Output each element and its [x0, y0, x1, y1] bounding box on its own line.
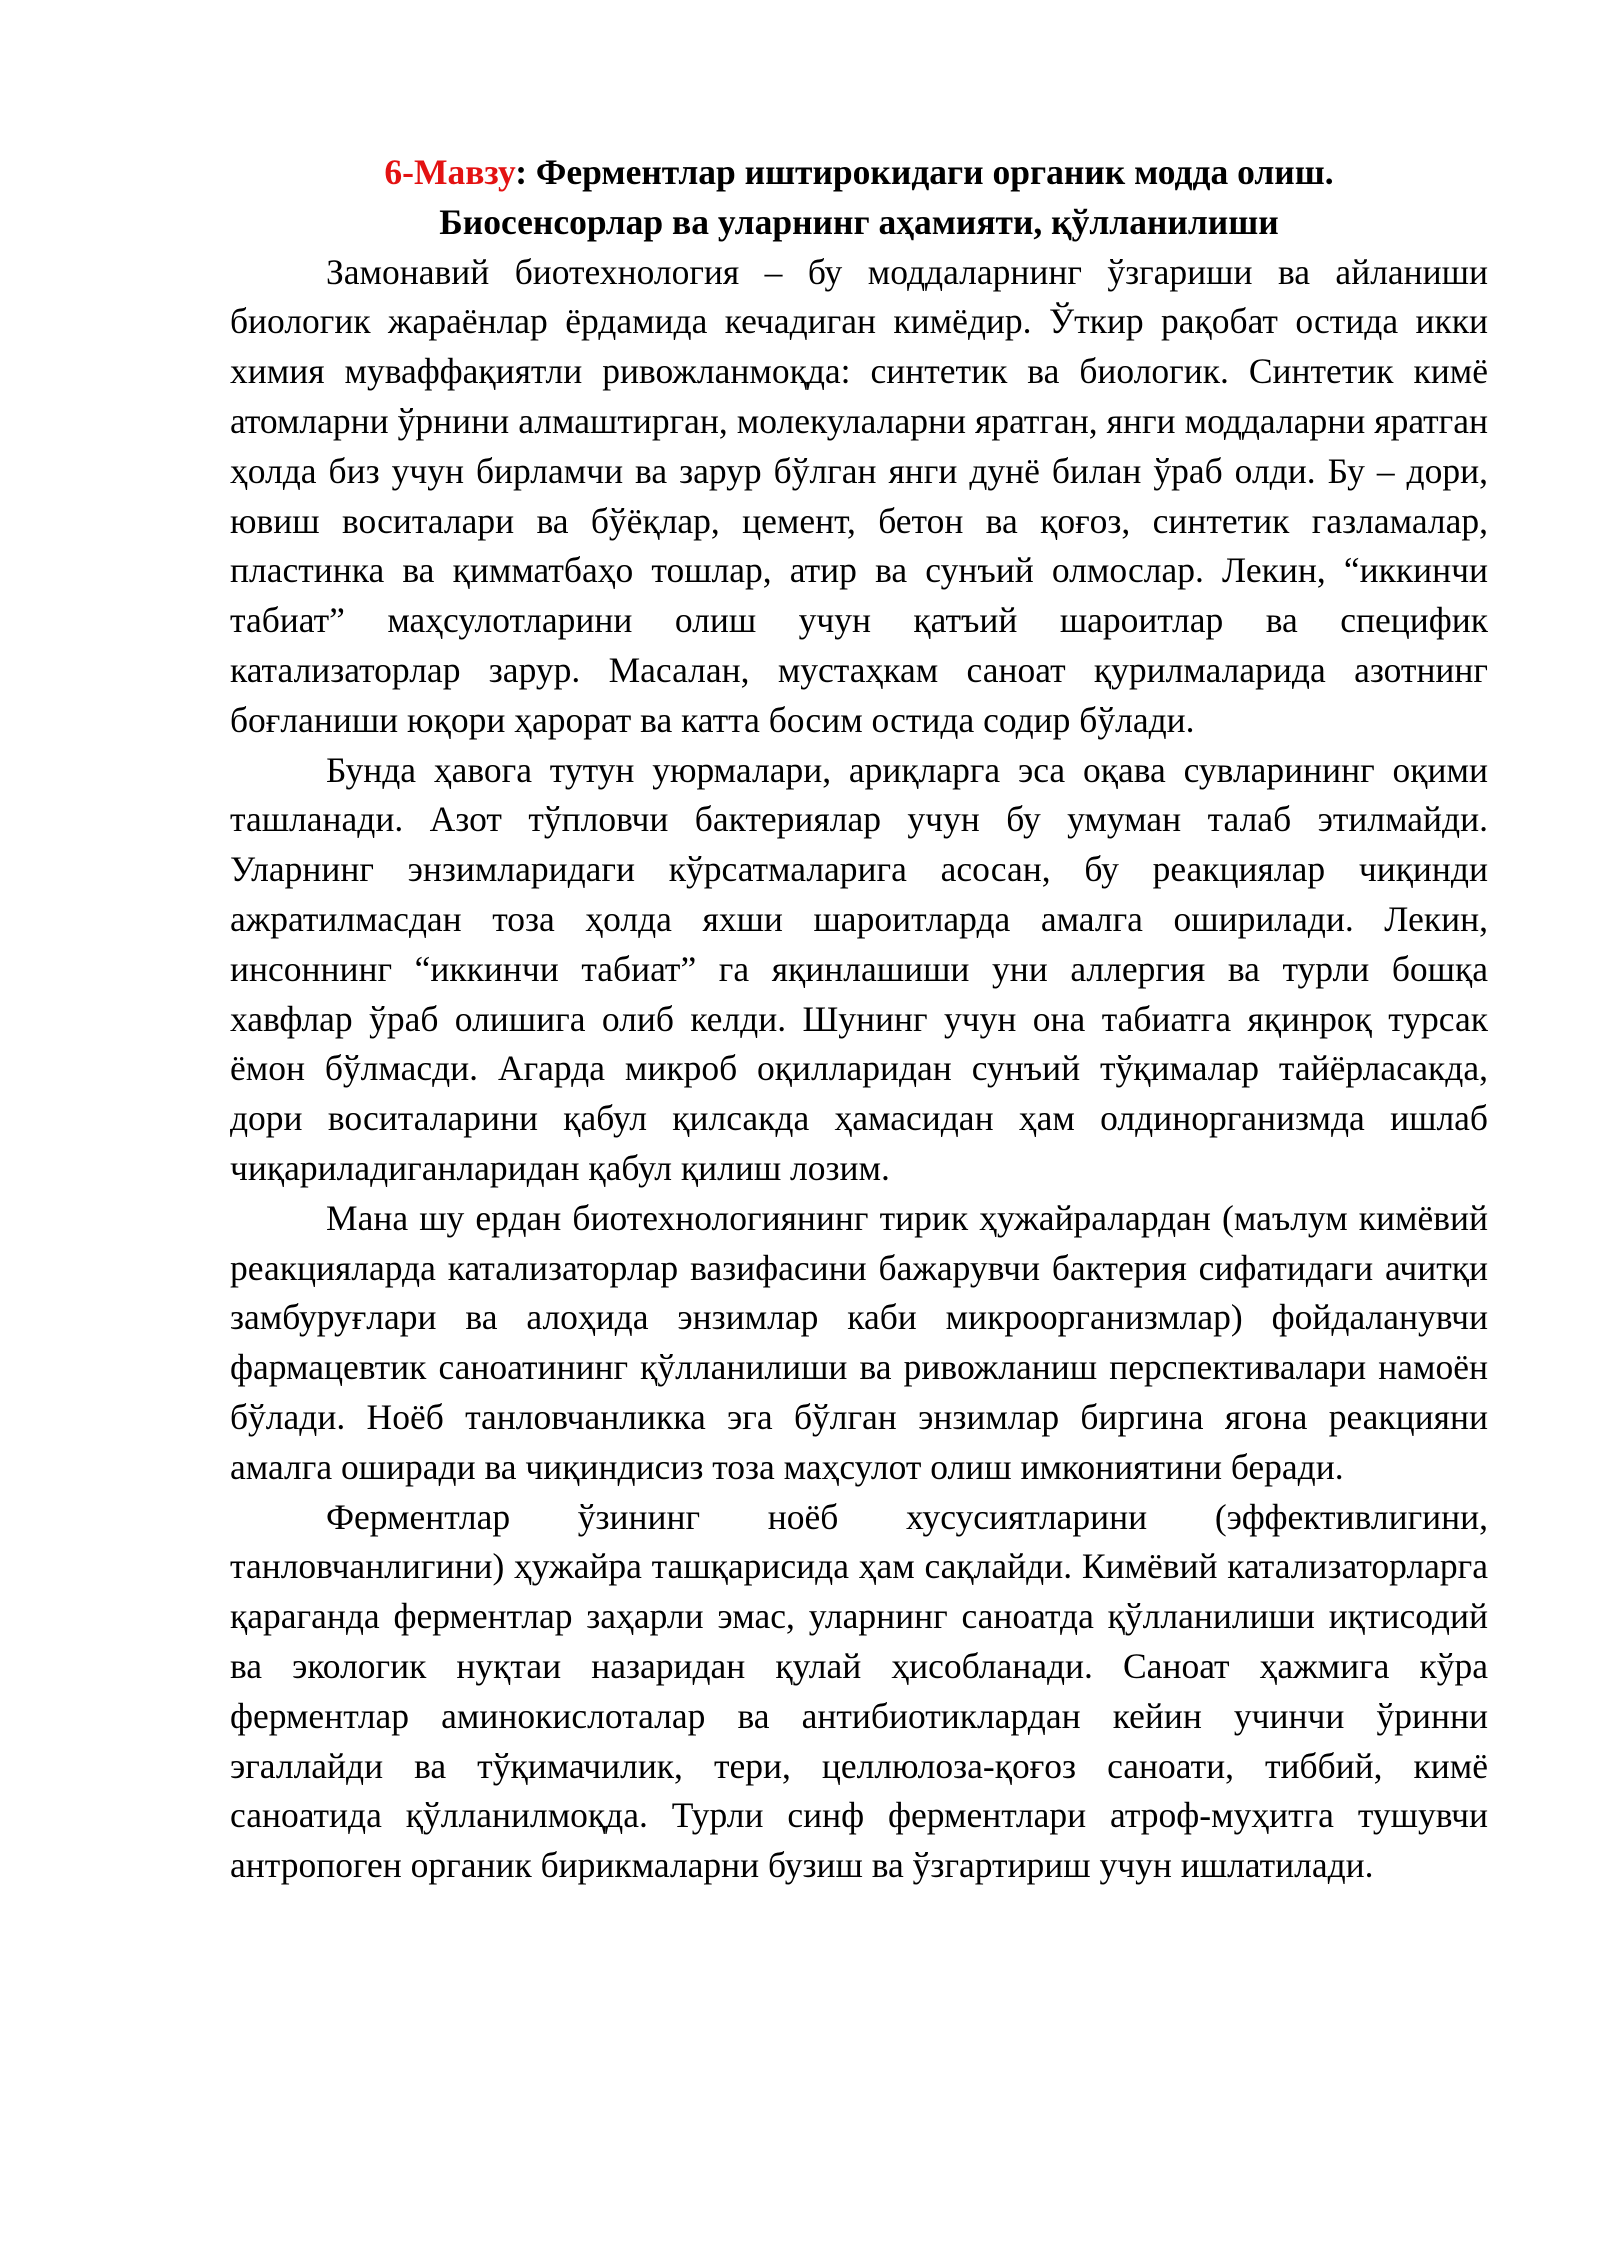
document-page	[230, 148, 1488, 1891]
paragraph-3: Мана шу ердан биотехнологиянинг тирик ҳужайралардан (маълум кимёвий реакцияларда катализаторлар вазифасини бажарувчи бактерия сифатидаги ачитқи замбуруғлари ва алоҳида энзимлар каби микроорганизмлар) фойдаланувчи фармацевтик саноатининг қўлланилиши ва ривожланиш перспективалари намоён бўлади. Ноёб танловчанликка эга бўлган энзимлар биргина ягона реакцияни амалга оширади ва чиқиндисиз тоза маҳсулот олиш имкониятини беради.	[230, 1197, 1488, 1487]
paragraph-4: Ферментлар ўзининг ноёб хусусиятларини (эффективлигини, танловчанлигини) ҳужайра ташқарисида ҳам сақлайди. Кимёвий катализаторларга қараганда ферментлар заҳарли эмас, уларнинг саноатда қўлланилиши иқтисодий ва экологик нуқтаи назаридан қулай ҳисобланади. Саноат ҳажмига кўра ферментлар аминокислоталар ва антибиотиклардан кейин учинчи ўринни эгаллайди ва тўқимачилик, тери, целлюлоза-қоғоз саноати, тиббий, кимё саноатида қўлланилмоқда. Турли синф ферментлари атроф-муҳитга тушувчи антропоген органик бирикмаларни бузиш ва ўзгартириш учун ишлатилади.	[230, 1496, 1488, 1886]
title-line-2: Биосенсорлар ва уларнинг аҳамияти, қўлланилиши	[439, 201, 1279, 242]
title-line-1: : Ферментлар иштирокидаги органик модда олиш.	[515, 152, 1334, 192]
topic-number-label: 6-Мавзу	[384, 152, 516, 192]
paragraph-2: Бунда ҳавога тутун уюрмалари, ариқларга эса оқава сувларининг оқими ташланади. Азот тўпловчи бактериялар учун бу умуман талаб этилмайди. Уларнинг энзимларидаги кўрсатмаларига асосан, бу реакциялар чиқинди ажратилмасдан тоза ҳолда яхши шароитларда амалга оширилади. Лекин, инсоннинг “иккинчи табиат” га яқинлашиши уни аллергия ва турли бошқа хавфлар ўраб олишига олиб келди. Шунинг учун она табиатга яқинроқ турсак ёмон бўлмасди. Агарда микроб оқилларидан сунъий тўқималар тайёрласакда, дори воситаларини қабул қилсакда ҳамасидан ҳам олдинорганизмда ишлаб чиқариладиганларидан қабул қилиш лозим.	[230, 749, 1488, 1188]
document-title	[230, 148, 1488, 248]
paragraph-1: Замонавий биотехнология – бу моддаларнинг ўзгариши ва айланиши биологик жараёнлар ёрдамида кечадиган кимёдир. Ўткир рақобат остида икки химия муваффақиятли ривожланмоқда: синтетик ва биологик. Синтетик кимё атомларни ўрнини алмаштирган, молекулаларни яратган, янги моддаларни яратган ҳолда биз учун бирламчи ва зарур бўлган янги дунё билан ўраб олди. Бу – дори, ювиш воситалари ва бўёқлар, цемент, бетон ва қоғоз, синтетик газламалар, пластинка ва қимматбаҳо тошлар, атир ва сунъий олмослар. Лекин, “иккинчи табиат” маҳсулотларини олиш учун қатъий шароитлар ва специфик катализаторлар зарур. Масалан, мустаҳкам саноат қурилмаларида азотнинг боғланиши юқори ҳарорат ва катта босим остида содир бўлади.	[230, 251, 1488, 740]
